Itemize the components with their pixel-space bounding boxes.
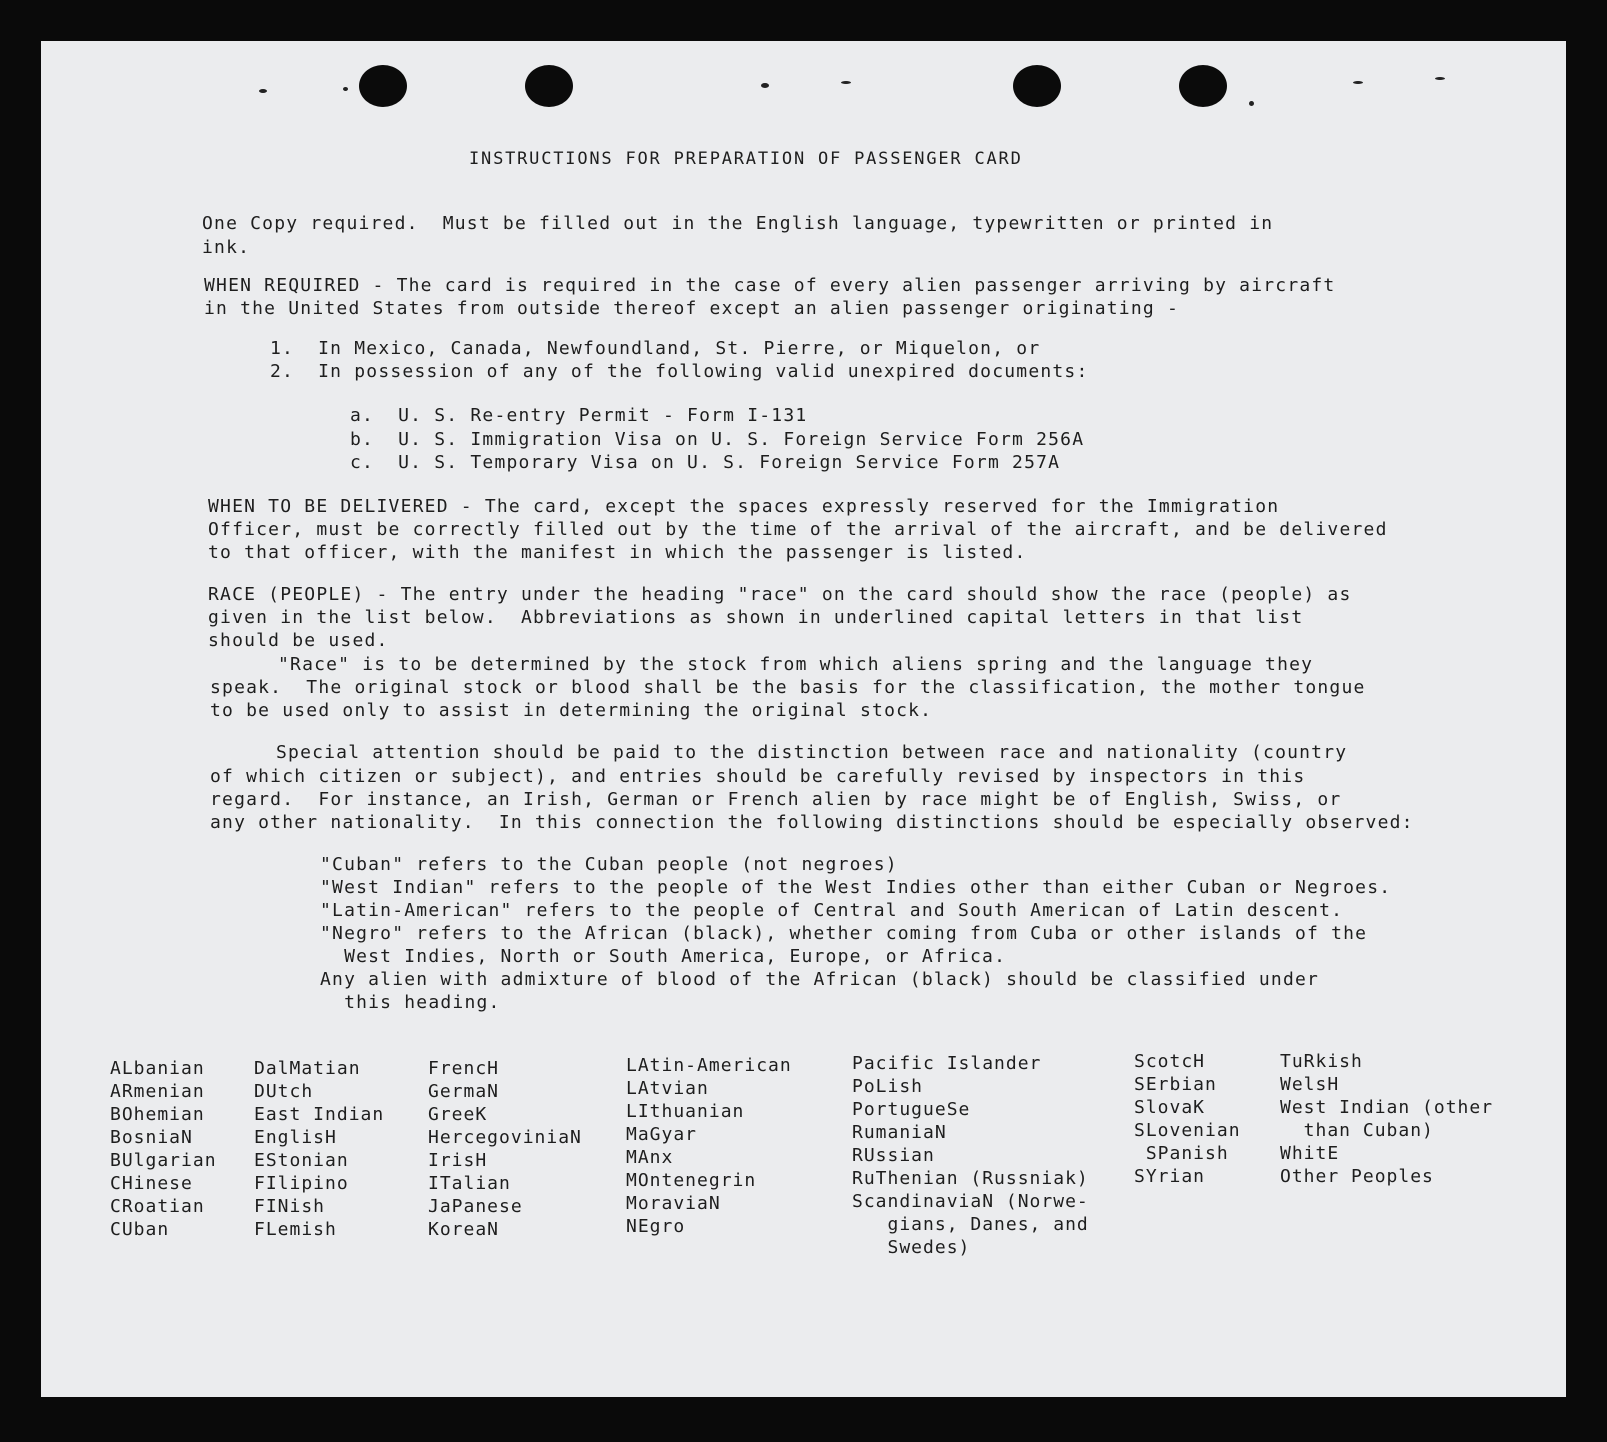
race-entry: GreeK: [428, 1104, 488, 1125]
distinction-line: Any alien with admixture of blood of the African (black) should be classified under: [320, 969, 1320, 990]
race-entry: ScandinaviaN (Norwe-: [852, 1191, 1089, 1212]
race-entry: KoreaN: [428, 1219, 500, 1240]
distinction-line: "Negro" refers to the African (black), whether coming from Cuba or other islands of the: [320, 923, 1368, 944]
race-entry: than Cuban): [1280, 1120, 1434, 1141]
punch-hole: [1013, 65, 1061, 107]
race-entry: LIthuanian: [626, 1101, 745, 1122]
race-entry: LAtin-American: [626, 1055, 792, 1076]
distinction-line: West Indies, North or South America, Europe, or Africa.: [320, 946, 1007, 967]
race-entry: WelsH: [1280, 1074, 1340, 1095]
special-attention-line: of which citizen or subject), and entries should be carefully revised by inspectors in this: [210, 766, 1306, 787]
special-attention-line: Special attention should be paid to the distinction between race and nationality (country: [276, 742, 1348, 763]
intro-line: One Copy required. Must be filled out in the English language, typewritten or printed in: [202, 213, 1274, 234]
race-entry: NEgro: [626, 1216, 686, 1237]
speck: [1249, 101, 1254, 106]
race-entry: ALbanian: [110, 1058, 205, 1079]
distinction-line: "Latin-American" refers to the people of Central and South American of Latin descent.: [320, 900, 1344, 921]
race-entry: Other Peoples: [1280, 1166, 1434, 1187]
race-entry: Pacific Islander: [852, 1053, 1042, 1074]
race-entry: FINish: [254, 1196, 326, 1217]
punch-hole: [359, 65, 407, 107]
when-delivered-line: to that officer, with the manifest in which the passenger is listed.: [208, 542, 1027, 563]
race-definition-line: to be used only to assist in determining the original stock.: [210, 700, 933, 721]
race-entry: BUlgarian: [110, 1150, 217, 1171]
race-entry: BOhemian: [110, 1104, 205, 1125]
race-entry: RumaniaN: [852, 1122, 947, 1143]
race-list-column: [428, 1057, 582, 1241]
speck: [761, 83, 769, 88]
race-entry: DalMatian: [254, 1058, 361, 1079]
race-entry: BosniaN: [110, 1127, 193, 1148]
lettered-item: b. U. S. Immigration Visa on U. S. Foreign Service Form 256A: [350, 429, 1085, 450]
race-entry: EnglisH: [254, 1127, 337, 1148]
race-entry: gians, Danes, and: [852, 1214, 1089, 1235]
race-entry: HercegoviniaN: [428, 1127, 582, 1148]
race-entry: MaGyar: [626, 1124, 698, 1145]
race-entry: SYrian: [1134, 1166, 1206, 1187]
race-entry: ITalian: [428, 1173, 511, 1194]
race-entry: FLemish: [254, 1219, 337, 1240]
punch-hole: [1179, 65, 1227, 107]
race-entry: PoLish: [852, 1076, 924, 1097]
race-entry: EStonian: [254, 1150, 349, 1171]
race-entry: East Indian: [254, 1104, 385, 1125]
speck: [343, 87, 348, 91]
race-entry: LAtvian: [626, 1078, 709, 1099]
when-delivered-line: Officer, must be correctly filled out by the time of the arrival of the aircraft, and be delivered: [208, 519, 1388, 540]
race-list-column: [626, 1054, 792, 1238]
race-list-column: [1134, 1050, 1241, 1188]
race-entry: CRoatian: [110, 1196, 205, 1217]
race-entry: FrencH: [428, 1058, 500, 1079]
race-list-column: [110, 1057, 217, 1241]
race-definition-line: speak. The original stock or blood shall be the basis for the classification, the mother tongue: [210, 677, 1366, 698]
race-entry: MoraviaN: [626, 1193, 721, 1214]
race-entry: DUtch: [254, 1081, 314, 1102]
race-entry: SLovenian: [1134, 1120, 1241, 1141]
when-delivered-line: WHEN TO BE DELIVERED - The card, except the spaces expressly reserved for the Immigration: [208, 496, 1280, 517]
numbered-item: 2. In possession of any of the following valid unexpired documents:: [270, 361, 1089, 382]
race-entry: TuRkish: [1280, 1051, 1363, 1072]
lettered-item: c. U. S. Temporary Visa on U. S. Foreign Service Form 257A: [350, 452, 1061, 473]
race-entry: PortugueSe: [852, 1099, 971, 1120]
race-entry: RuThenian (Russniak): [852, 1168, 1089, 1189]
page-title: INSTRUCTIONS FOR PREPARATION OF PASSENGER CARD: [469, 149, 1023, 169]
race-intro-line: should be used.: [208, 630, 389, 651]
when-required-line: in the United States from outside thereof except an alien passenger originating -: [204, 298, 1179, 319]
race-entry: MAnx: [626, 1147, 674, 1168]
race-entry: CUban: [110, 1219, 170, 1240]
speck: [1353, 81, 1363, 84]
race-entry: WhitE: [1280, 1143, 1340, 1164]
race-entry: JaPanese: [428, 1196, 523, 1217]
race-definition-line: "Race" is to be determined by the stock from which aliens spring and the language they: [278, 654, 1314, 675]
numbered-item: 1. In Mexico, Canada, Newfoundland, St. Pierre, or Miquelon, or: [270, 338, 1041, 359]
distinction-line: "Cuban" refers to the Cuban people (not negroes): [320, 854, 898, 875]
race-entry: ScotcH: [1134, 1051, 1206, 1072]
lettered-item: a. U. S. Re-entry Permit - Form I-131: [350, 405, 808, 426]
special-attention-line: any other nationality. In this connection the following distinctions should be especially observed:: [210, 812, 1414, 833]
race-list-column: [254, 1057, 384, 1241]
race-entry: SlovaK: [1134, 1097, 1206, 1118]
speck: [259, 89, 267, 93]
speck: [841, 81, 851, 84]
speck: [1435, 77, 1445, 80]
race-entry: CHinese: [110, 1173, 193, 1194]
race-entry: West Indian (other: [1280, 1097, 1494, 1118]
race-entry: MOntenegrin: [626, 1170, 757, 1191]
race-entry: SErbian: [1134, 1074, 1217, 1095]
distinction-line: this heading.: [320, 992, 501, 1013]
race-intro-line: RACE (PEOPLE) - The entry under the heading "race" on the card should show the race (people) as: [208, 584, 1352, 605]
intro-line: ink.: [202, 237, 251, 258]
race-entry: IrisH: [428, 1150, 488, 1171]
race-list-column: [852, 1052, 1089, 1259]
special-attention-line: regard. For instance, an Irish, German or French alien by race might be of English, Swiss, or: [210, 789, 1342, 810]
race-entry: Swedes): [852, 1237, 971, 1258]
race-entry: SPanish: [1134, 1143, 1229, 1164]
distinction-line: "West Indian" refers to the people of the West Indies other than either Cuban or Negroes.: [320, 877, 1392, 898]
when-required-line: WHEN REQUIRED - The card is required in the case of every alien passenger arriving by aircraft: [204, 275, 1336, 296]
race-entry: RUssian: [852, 1145, 935, 1166]
race-entry: GermaN: [428, 1081, 500, 1102]
race-entry: ARmenian: [110, 1081, 205, 1102]
race-entry: FIlipino: [254, 1173, 349, 1194]
race-list-column: [1280, 1050, 1493, 1188]
race-intro-line: given in the list below. Abbreviations as shown in underlined capital letters in that list: [208, 607, 1304, 628]
punch-hole: [525, 65, 573, 107]
